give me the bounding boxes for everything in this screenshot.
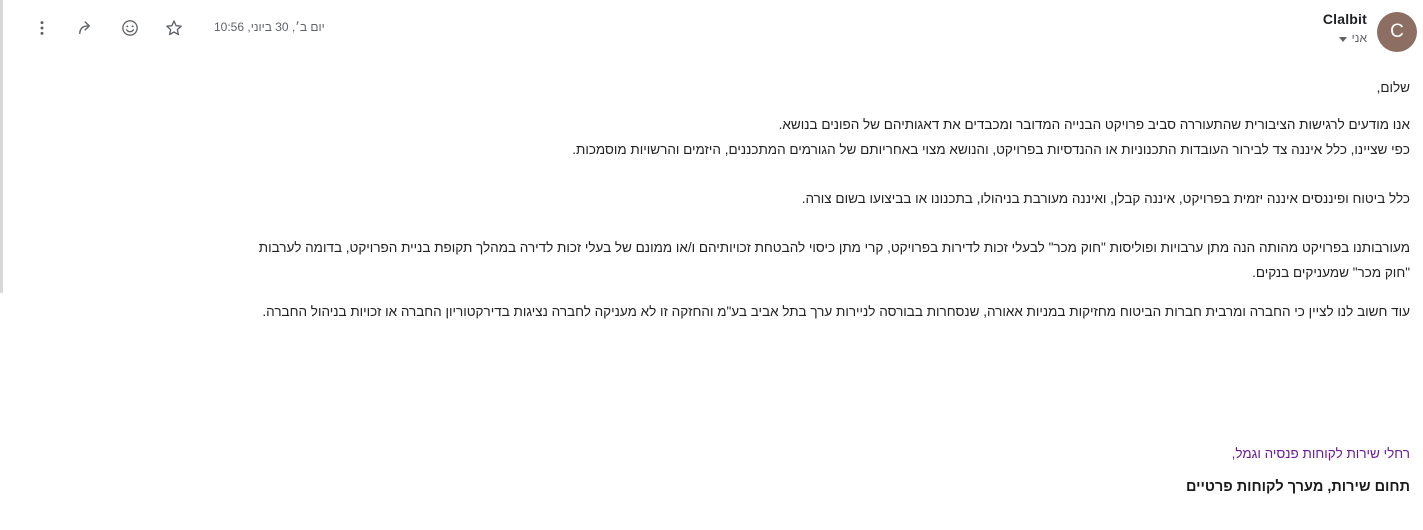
paragraph-3 [6, 235, 1410, 285]
signature-name-line: רחלי שירות לקוחות פנסיה וגמל, [1231, 446, 1410, 461]
message-timestamp: יום ב׳, 30 ביוני, 10:56 [214, 20, 325, 34]
body-line: כלל ביטוח ופיננסים איננה יזמית בפרויקט, איננה קבלן, ואיננה מעורבת בניהולו, בתכנונו או בביצועו בשום צורה. [801, 191, 1410, 206]
signature-block [6, 441, 1410, 500]
body-line: מעורבותנו בפרויקט מהותה הנה מתן ערבויות ופוליסות "חוק מכר" לבעלי זכות לדירות בפרויקט, קרי מתן כיסוי להבטחת זכויותיהם ו/או ממונם של בעלי זכות לדירה במהלך תקופת בניית הפרויקט, בדומה לערבות [258, 240, 1410, 255]
recipients-dropdown[interactable] [1323, 30, 1367, 46]
paragraph-2 [6, 186, 1410, 211]
chevron-down-icon [1339, 37, 1347, 42]
paragraph-4 [6, 299, 1410, 324]
sender-block [1323, 10, 1367, 46]
emoji-icon[interactable] [120, 18, 140, 38]
sender-name: Clalbit [1322, 11, 1367, 27]
signature-dept-line: תחום שירות, מערך לקוחות פרטיים [1186, 479, 1410, 495]
to-label: אני [1351, 31, 1367, 45]
more-vert-icon[interactable] [32, 18, 52, 38]
body-line: "חוק מכר" שמעניקים בנקים. [1252, 265, 1410, 280]
star-icon[interactable] [164, 18, 184, 38]
sender-avatar[interactable]: C [1377, 12, 1417, 52]
reply-icon[interactable] [76, 18, 96, 38]
body-line: כפי שציינו, כלל איננה צד לבירור העובדות התכנוניות או ההנדסיות בפרויקט, והנושא מצוי באחריותם של הגורמים המתכננים, היזמים והרשויות מוסמכות. [572, 142, 1410, 157]
body-line: עוד חשוב לנו לציין כי החברה ומרבית חברות הביטוח מחזיקות במניות אאורה, שנסחרות בבורסה לניירות ערך בתל אביב בע"מ והחזקה זו לא מעניקה לחברה נציגות בדירקטוריון החברה או זכויות בניהול החברה. [262, 304, 1410, 319]
paragraph-1 [6, 112, 1410, 162]
email-body [6, 75, 1410, 500]
message-header [28, 10, 1417, 60]
body-line: אנו מודעים לרגישות הציבורית שהתעוררה סביב פרויקט הבנייה המדובר ומכבדים את דאגותיהם של הפונים בנושא. [778, 117, 1410, 132]
greeting-line: שלום, [1376, 80, 1410, 95]
left-scrollbar[interactable] [0, 0, 3, 293]
